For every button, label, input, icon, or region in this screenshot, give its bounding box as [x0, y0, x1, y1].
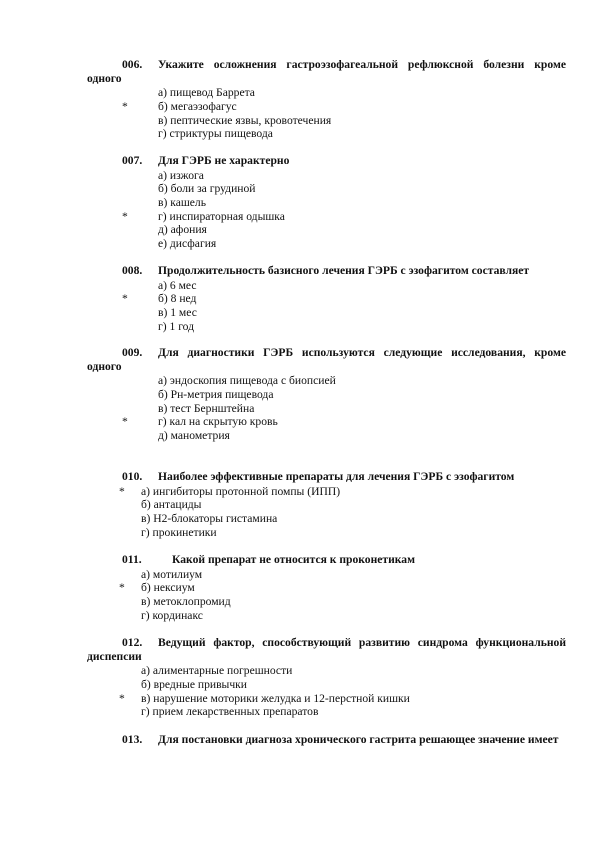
correct-answer-mark: * [122, 99, 128, 113]
correct-answer-mark: * [119, 484, 125, 498]
question-006 [87, 58, 566, 141]
question-text: Продолжительность базисного лечения ГЭРБ с эзофагитом составляет [158, 264, 530, 277]
answer-option [87, 388, 566, 402]
question-number: 012. [122, 636, 143, 649]
answer-text: г) прием лекарственных препаратов [141, 705, 319, 719]
answer-text: в) нарушение моторики желудка и 12-перстной кишки [141, 691, 410, 705]
answer-text: б) 8 нед [158, 292, 197, 306]
question-011 [87, 553, 566, 622]
question-text: Наиболее эффективные препараты для лечения ГЭРБ с эзофагитом [158, 470, 515, 483]
question-013 [87, 733, 566, 747]
correct-answer-mark: * [122, 292, 128, 306]
answer-option [87, 86, 566, 100]
question-009 [87, 346, 566, 443]
answer-text: а) мотилиум [141, 567, 203, 581]
question-number: 010. [122, 470, 143, 483]
answer-text: в) Н2-блокаторы гистамина [141, 511, 278, 525]
question-010 [87, 470, 566, 539]
answer-option [87, 485, 566, 499]
answer-text: б) Рн-метрия пищевода [158, 387, 274, 401]
answer-text: б) антациды [141, 498, 202, 512]
answer-option [87, 429, 566, 443]
answer-option [87, 512, 566, 526]
answer-text: а) ингибиторы протонной помпы (ИПП) [141, 484, 341, 498]
answer-option [87, 169, 566, 183]
answer-option [87, 100, 566, 114]
answer-text: г) инспираторная одышка [158, 209, 285, 223]
answer-text: д) афония [158, 223, 207, 237]
question-text: Укажите осложнения гастроэзофагеальной рефлюксной болезни кроме одного [87, 58, 566, 85]
correct-answer-mark: * [119, 581, 125, 595]
question-007 [87, 154, 566, 251]
answer-option [87, 609, 566, 623]
answer-option [87, 279, 566, 293]
answer-option [87, 196, 566, 210]
answer-list [87, 485, 566, 540]
answer-text: а) пищевод Баррета [158, 86, 255, 100]
answer-text: г) прокинетики [141, 525, 217, 539]
answer-list [87, 279, 566, 334]
correct-answer-mark: * [122, 209, 128, 223]
answer-text: в) метоклопромид [141, 594, 231, 608]
answer-option [87, 237, 566, 251]
answer-text: е) дисфагия [158, 237, 217, 251]
answer-text: б) боли за грудиной [158, 182, 256, 196]
answer-option [87, 664, 566, 678]
answer-text: г) 1 год [158, 319, 195, 333]
answer-option [87, 374, 566, 388]
question-text: Какой препарат не относится к проконетикам [172, 553, 415, 566]
answer-text: д) манометрия [158, 428, 230, 442]
question-number: 006. [122, 58, 143, 71]
answer-text: а) 6 мес [158, 278, 197, 292]
answer-text: а) изжога [158, 168, 204, 182]
answer-option [87, 210, 566, 224]
answer-option [87, 320, 566, 334]
answer-list [87, 568, 566, 623]
answer-text: г) кординакс [141, 608, 203, 622]
answer-text: а) алиментарные погрешности [141, 664, 293, 678]
answer-option [87, 678, 566, 692]
answer-option [87, 223, 566, 237]
answer-list [87, 374, 566, 442]
answer-text: б) нексиум [141, 581, 195, 595]
answer-option [87, 705, 566, 719]
question-text: Для постановки диагноза хронического гастрита решающее значение имеет [158, 733, 559, 746]
answer-text: б) вредные привычки [141, 677, 247, 691]
question-012 [87, 636, 566, 719]
answer-option [87, 692, 566, 706]
answer-option [87, 526, 566, 540]
question-number: 008. [122, 264, 143, 277]
question-text: Для диагностики ГЭРБ используются следующие исследования, кроме одного [87, 346, 566, 373]
answer-option [87, 114, 566, 128]
answer-option [87, 292, 566, 306]
question-number: 013. [122, 733, 143, 746]
answer-list [87, 664, 566, 719]
answer-text: в) пептические язвы, кровотечения [158, 113, 332, 127]
answer-text: в) 1 мес [158, 305, 197, 319]
answer-text: г) кал на скрытую кровь [158, 415, 278, 429]
answer-list [87, 169, 566, 251]
answer-list [87, 86, 566, 141]
question-text: Ведущий фактор, способствующий развитию синдрома функциональной диспепсии [87, 636, 566, 663]
answer-option [87, 306, 566, 320]
answer-option [87, 415, 566, 429]
question-number: 011. [122, 553, 142, 566]
answer-option [87, 568, 566, 582]
answer-text: а) эндоскопия пищевода с биопсией [158, 374, 336, 388]
answer-option [87, 182, 566, 196]
question-008 [87, 264, 566, 333]
question-text: Для ГЭРБ не характерно [158, 154, 290, 167]
correct-answer-mark: * [122, 415, 128, 429]
answer-text: б) мегаэзофагус [158, 99, 237, 113]
answer-text: в) тест Бернштейна [158, 401, 255, 415]
answer-option [87, 498, 566, 512]
answer-option [87, 402, 566, 416]
answer-option [87, 127, 566, 141]
answer-option [87, 581, 566, 595]
answer-text: в) кашель [158, 195, 206, 209]
answer-text: г) стриктуры пищевода [158, 127, 273, 141]
question-number: 009. [122, 346, 143, 359]
question-number: 007. [122, 154, 143, 167]
answer-option [87, 595, 566, 609]
correct-answer-mark: * [119, 691, 125, 705]
